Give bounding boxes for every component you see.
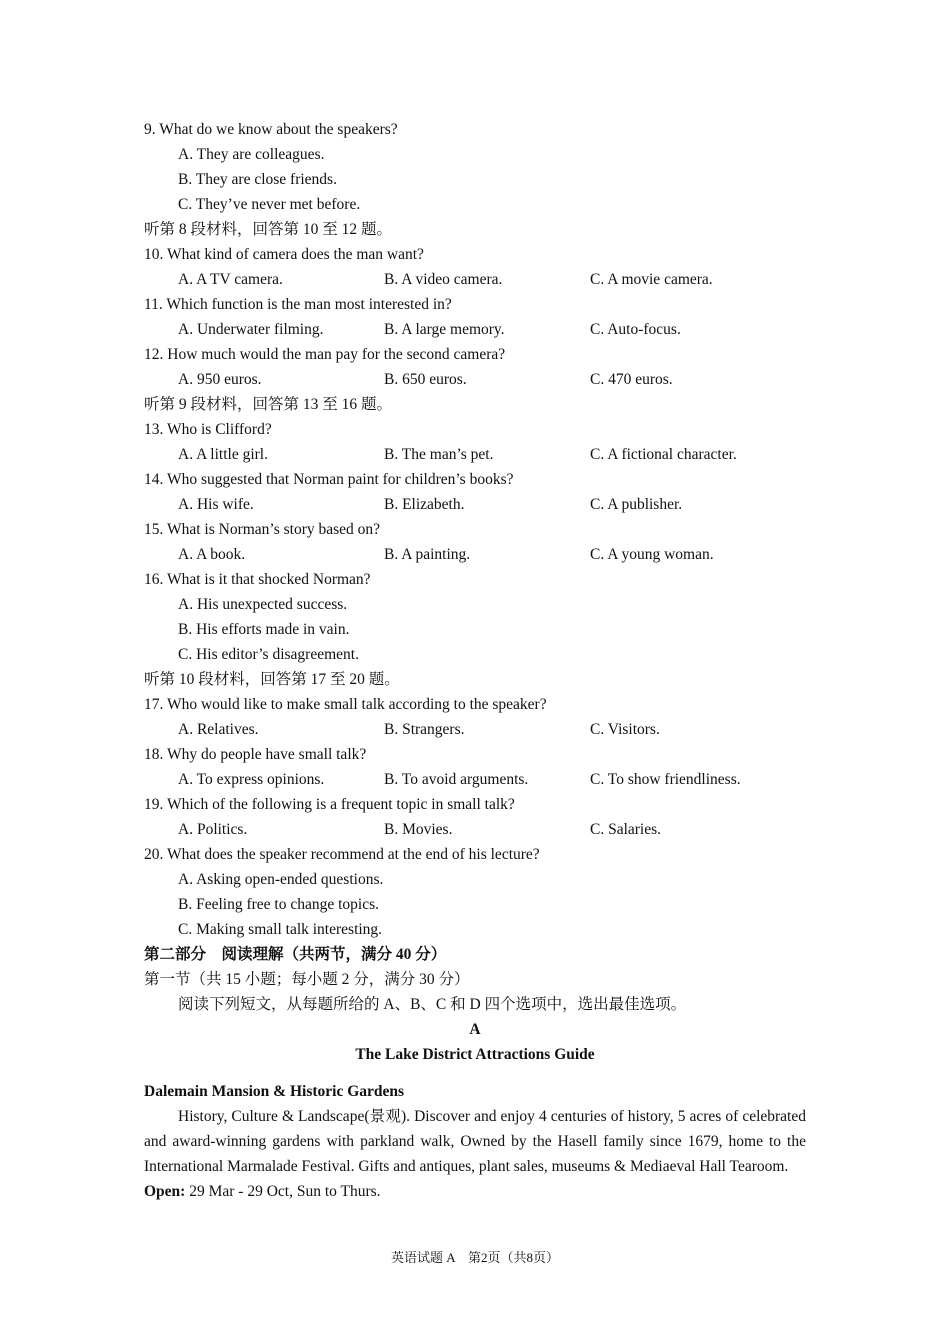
passage-letter: A: [469, 1021, 481, 1038]
question-18: 18. Why do people have small talk?: [144, 746, 367, 763]
reading-instructions: 阅读下列短文，从每题所给的 A、B、C 和 D 四个选项中，选出最佳选项。: [178, 996, 687, 1013]
option-18a: A. To express opinions.: [178, 771, 325, 788]
options-17: [144, 717, 806, 742]
option-19c: C. Salaries.: [590, 821, 662, 838]
option-9c: C. They’ve never met before.: [178, 196, 361, 213]
option-13b: B. The man’s pet.: [384, 446, 494, 463]
option-16c: C. His editor’s disagreement.: [178, 646, 359, 663]
option-10a: A. A TV camera.: [178, 271, 283, 288]
attraction-name: Dalemain Mansion & Historic Gardens: [144, 1083, 405, 1100]
question-14: 14. Who suggested that Norman paint for children’s books?: [144, 471, 514, 488]
section-10-instruction: 听第 10 段材料，回答第 17 至 20 题。: [144, 671, 400, 688]
option-12a: A. 950 euros.: [178, 371, 262, 388]
question-16: 16. What is it that shocked Norman?: [144, 571, 371, 588]
option-15a: A. A book.: [178, 546, 246, 563]
question-12: 12. How much would the man pay for the second camera?: [144, 346, 506, 363]
opening-times: [144, 1179, 806, 1204]
option-9a: A. They are colleagues.: [178, 146, 325, 163]
question-15: 15. What is Norman’s story based on?: [144, 521, 381, 538]
option-12b: B. 650 euros.: [384, 371, 467, 388]
reading-section-1: 第一节（共 15 小题；每小题 2 分，满分 30 分）: [144, 971, 470, 988]
option-15c: C. A young woman.: [590, 546, 714, 563]
question-10: 10. What kind of camera does the man want?: [144, 246, 424, 263]
option-19a: A. Politics.: [178, 821, 248, 838]
option-11a: A. Underwater filming.: [178, 321, 324, 338]
option-10b: B. A video camera.: [384, 271, 503, 288]
option-14b: B. Elizabeth.: [384, 496, 465, 513]
option-13c: C. A fictional character.: [590, 446, 737, 463]
options-11: [144, 317, 806, 342]
open-label: Open:: [144, 1183, 186, 1200]
question-17: 17. Who would like to make small talk according to the speaker?: [144, 696, 547, 713]
reading-part-title: 第二部分 阅读理解（共两节，满分 40 分）: [144, 946, 447, 963]
option-19b: B. Movies.: [384, 821, 453, 838]
option-18b: B. To avoid arguments.: [384, 771, 529, 788]
options-18: [144, 767, 806, 792]
open-value: 29 Mar - 29 Oct, Sun to Thurs.: [189, 1183, 381, 1200]
question-9: 9. What do we know about the speakers?: [144, 121, 398, 138]
option-16b: B. His efforts made in vain.: [178, 621, 350, 638]
page-footer: 英语试题 A 第2页（共8页）: [391, 1250, 559, 1265]
option-20b: B. Feeling free to change topics.: [178, 896, 380, 913]
options-13: [144, 442, 806, 467]
options-10: [144, 267, 806, 292]
options-14: [144, 492, 806, 517]
option-17b: B. Strangers.: [384, 721, 465, 738]
option-18c: C. To show friendliness.: [590, 771, 741, 788]
page-content: [144, 117, 806, 1204]
option-13a: A. A little girl.: [178, 446, 268, 463]
question-19: 19. Which of the following is a frequent topic in small talk?: [144, 796, 515, 813]
options-15: [144, 542, 806, 567]
option-14c: C. A publisher.: [590, 496, 683, 513]
options-12: [144, 367, 806, 392]
options-19: [144, 817, 806, 842]
section-8-instruction: 听第 8 段材料，回答第 10 至 12 题。: [144, 221, 393, 238]
option-20a: A. Asking open-ended questions.: [178, 871, 384, 888]
passage-title: The Lake District Attractions Guide: [355, 1046, 595, 1063]
option-17c: C. Visitors.: [590, 721, 660, 738]
option-15b: B. A painting.: [384, 546, 471, 563]
section-9-instruction: 听第 9 段材料，回答第 13 至 16 题。: [144, 396, 393, 413]
option-11b: B. A large memory.: [384, 321, 505, 338]
question-13: 13. Who is Clifford?: [144, 421, 272, 438]
option-16a: A. His unexpected success.: [178, 596, 348, 613]
option-10c: C. A movie camera.: [590, 271, 713, 288]
spacer: [144, 1067, 806, 1079]
option-12c: C. 470 euros.: [590, 371, 673, 388]
option-17a: A. Relatives.: [178, 721, 259, 738]
option-11c: C. Auto-focus.: [590, 321, 681, 338]
option-20c: C. Making small talk interesting.: [178, 921, 383, 938]
option-14a: A. His wife.: [178, 496, 254, 513]
question-20: 20. What does the speaker recommend at the end of his lecture?: [144, 846, 540, 863]
option-9b: B. They are close friends.: [178, 171, 337, 188]
attraction-description: History, Culture & Landscape(景观). Discover and enjoy 4 centuries of history, 5 acres of celebrated and award-winning gardens with parkland walk, Owned by the Hasell family since 1679, home to the International Marmalade Festival. Gifts and antiques, plant sales, museums & Mediaeval Hall Tearoom.: [144, 1108, 806, 1175]
question-11: 11. Which function is the man most interested in?: [144, 296, 452, 313]
